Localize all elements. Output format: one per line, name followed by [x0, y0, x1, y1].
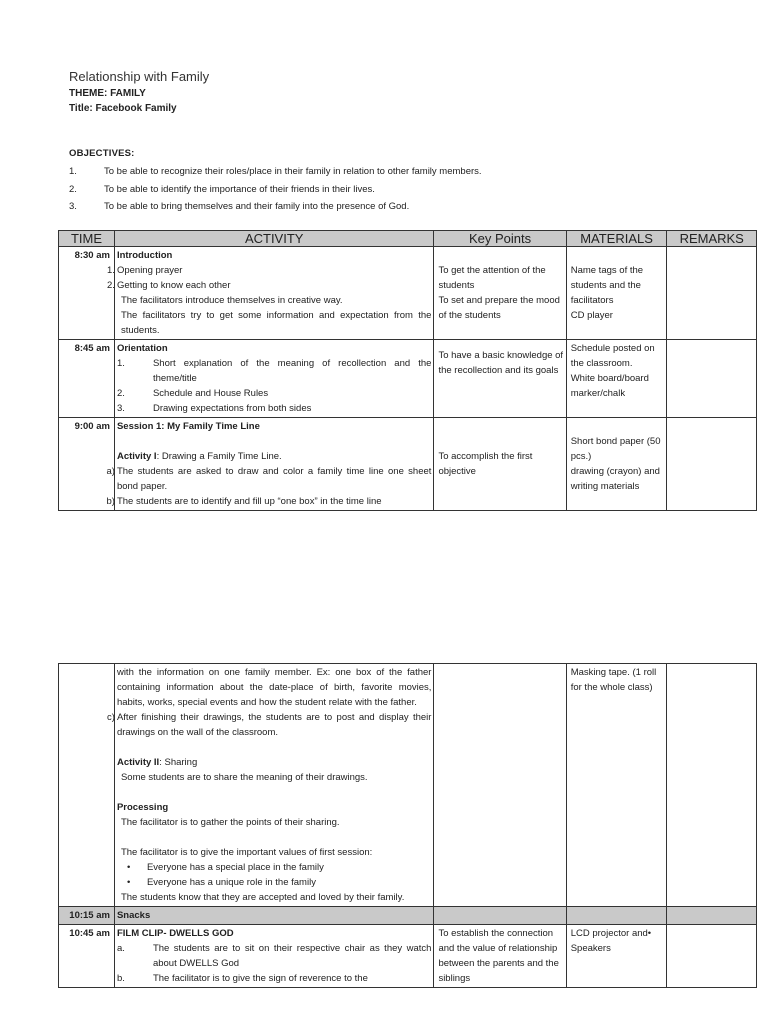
activity-line: [117, 449, 431, 464]
list-item: [107, 278, 431, 293]
list-marker: 1.: [116, 358, 125, 369]
list-item: [117, 386, 431, 401]
activity-description: : Sharing: [159, 757, 198, 768]
list-item: [107, 263, 431, 278]
list-text: Getting to know each other: [116, 280, 231, 291]
materials-cell: [566, 907, 667, 925]
key-point: To accomplish the first objective: [438, 451, 533, 477]
key-point: To get the attention of the students: [438, 265, 546, 291]
list-marker: 1.: [107, 265, 115, 276]
material-item: Schedule posted on the classroom.: [570, 343, 655, 369]
bullet-text: Everyone has a unique role in the family: [146, 877, 316, 888]
document-header: [69, 68, 209, 116]
material-item: CD player: [570, 310, 613, 321]
key-points-cell: [434, 418, 566, 511]
key-points-cell: [434, 925, 566, 988]
material-item: drawing (crayon) and writing materials: [570, 466, 660, 492]
list-marker: b.: [116, 973, 125, 984]
objective-text: To be able to bring themselves and their family into the presence of God.: [104, 201, 410, 212]
objectives-section: [69, 148, 482, 216]
list-marker: 2.: [107, 280, 115, 291]
bullet-icon: •: [126, 862, 131, 873]
objective-item: [69, 198, 482, 216]
key-points-cell: [434, 340, 566, 418]
material-item: Masking tape. (1 roll for the whole class): [570, 667, 657, 693]
list-text: After finishing their drawings, the students are to post and display their drawings on the wall of the classroom.: [116, 712, 432, 738]
activity-line: [117, 755, 431, 770]
list-marker: a): [106, 466, 115, 477]
activity-cell: [114, 925, 433, 988]
remarks-cell: [667, 925, 757, 988]
key-points-cell: [434, 664, 566, 907]
key-point: To establish the connection and the value of relationship between the parents and the siblings: [438, 928, 559, 984]
objective-text: To be able to recognize their roles/place in their family in relation to other family members.: [104, 166, 482, 177]
time-cell: 8:30 am: [59, 247, 115, 340]
activity-line: The facilitators try to get some information and expectation from the students.: [120, 310, 432, 336]
bullet-item: [117, 860, 431, 875]
section-title: FILM CLIP- DWELLS GOD: [116, 928, 234, 939]
material-item: White board/board marker/chalk: [570, 373, 649, 399]
objective-number: 2.: [69, 183, 77, 195]
list-marker: 2.: [116, 388, 125, 399]
bullet-text: Everyone has a special place in the family: [146, 862, 324, 873]
key-points-cell: [434, 907, 566, 925]
list-text: The students are asked to draw and color a family time line one sheet bond paper.: [116, 466, 432, 492]
material-item: Short bond paper (50 pcs.): [570, 436, 661, 462]
table-row: [59, 664, 757, 907]
table-row-snacks: [59, 907, 757, 925]
list-marker: 3.: [116, 403, 125, 414]
list-item: [106, 494, 431, 509]
remarks-cell: [667, 664, 757, 907]
key-point: To set and prepare the mood of the students: [438, 295, 560, 321]
header-remarks: REMARKS: [667, 231, 757, 247]
list-item: [117, 941, 431, 971]
key-point: To have a basic knowledge of the recollection and its goals: [438, 350, 564, 376]
activity-line: The facilitator is to gather the points of their sharing.: [120, 817, 340, 828]
objective-number: 1.: [69, 166, 77, 177]
session-plan-table: [58, 230, 757, 511]
header-activity: ACTIVITY: [114, 231, 433, 247]
list-item: [107, 710, 432, 740]
materials-cell: [566, 340, 667, 418]
remarks-cell: [667, 247, 757, 340]
time-cell: 10:45 am: [59, 925, 115, 988]
activity-line: The students know that they are accepted and loved by their family.: [120, 892, 405, 903]
list-text: The students are to identify and fill up “one box” in the time line: [116, 496, 382, 507]
activity-cell: [114, 340, 433, 418]
activity-cell: [107, 247, 433, 340]
activity-cell: [106, 418, 433, 511]
list-text: Opening prayer: [116, 265, 183, 276]
time-cell: [59, 664, 115, 907]
time-cell: 10:15 am: [59, 907, 115, 925]
activity-line: The facilitators introduce themselves in creative way.: [120, 295, 343, 306]
activity-label: Activity I: [116, 451, 157, 462]
materials-cell: [566, 664, 667, 907]
section-title: Session 1: My Family Time Line: [116, 421, 260, 432]
activity-line: Some students are to share the meaning of their drawings.: [120, 772, 368, 783]
activity-cell: Snacks: [114, 907, 433, 925]
section-title: Orientation: [116, 343, 168, 354]
section-title: Introduction: [116, 250, 173, 261]
table-row: [59, 340, 757, 418]
objective-text: To be able to identify the importance of their friends in their lives.: [104, 183, 375, 195]
time-cell: 9:00 am: [59, 418, 115, 511]
material-item: Name tags of the students and the facilitators: [570, 265, 644, 306]
table-row: [59, 418, 757, 511]
list-item: [117, 356, 431, 386]
list-item: [106, 464, 432, 494]
objective-item: [69, 163, 482, 181]
list-marker: b): [106, 496, 115, 507]
list-text: Schedule and House Rules: [152, 388, 269, 399]
objective-number: 3.: [69, 201, 77, 212]
list-text: The students are to sit on their respective chair as they watch about DWELLS God: [152, 943, 432, 969]
materials-cell: [566, 925, 667, 988]
remarks-cell: [667, 418, 757, 511]
processing-title: Processing: [116, 802, 169, 813]
list-marker: a.: [116, 943, 125, 954]
activity-line: with the information on one family member. Ex: one box of the father containing information about the date-place of birth, favorite movies, habits, works, special events and how the student relate with the father.: [116, 667, 432, 708]
bullet-icon: •: [126, 877, 131, 888]
time-cell: 8:45 am: [59, 340, 115, 418]
list-marker: c): [107, 712, 115, 723]
header-key-points: Key Points: [434, 231, 566, 247]
remarks-cell: [667, 340, 757, 418]
materials-cell: [566, 247, 667, 340]
material-item: LCD projector and• Speakers: [570, 928, 652, 954]
objectives-heading: OBJECTIVES:: [69, 148, 135, 159]
table-header-row: [59, 231, 757, 247]
table-row: [59, 247, 757, 340]
activity-description: : Drawing a Family Time Line.: [156, 451, 282, 462]
activity-line: The facilitator is to give the important values of first session:: [120, 847, 373, 858]
document-title: Relationship with Family: [69, 69, 210, 84]
list-text: Drawing expectations from both sides: [152, 403, 312, 414]
list-text: The facilitator is to give the sign of reverence to the: [152, 973, 368, 984]
materials-cell: [566, 418, 667, 511]
key-points-cell: [434, 247, 566, 340]
activity-cell: [107, 664, 433, 907]
objective-item: [69, 181, 482, 199]
list-item: [117, 971, 431, 986]
theme-line: THEME: FAMILY: [69, 88, 146, 99]
remarks-cell: [667, 907, 757, 925]
bullet-item: [117, 875, 431, 890]
session-plan-table-continued: [58, 663, 757, 988]
title-line: Title: Facebook Family: [69, 103, 177, 114]
list-text: Short explanation of the meaning of recollection and the theme/title: [152, 358, 432, 384]
activity-label: Activity II: [116, 757, 160, 768]
header-materials: MATERIALS: [566, 231, 667, 247]
header-time: TIME: [59, 231, 115, 247]
table-row: [59, 925, 757, 988]
list-item: [117, 401, 431, 416]
